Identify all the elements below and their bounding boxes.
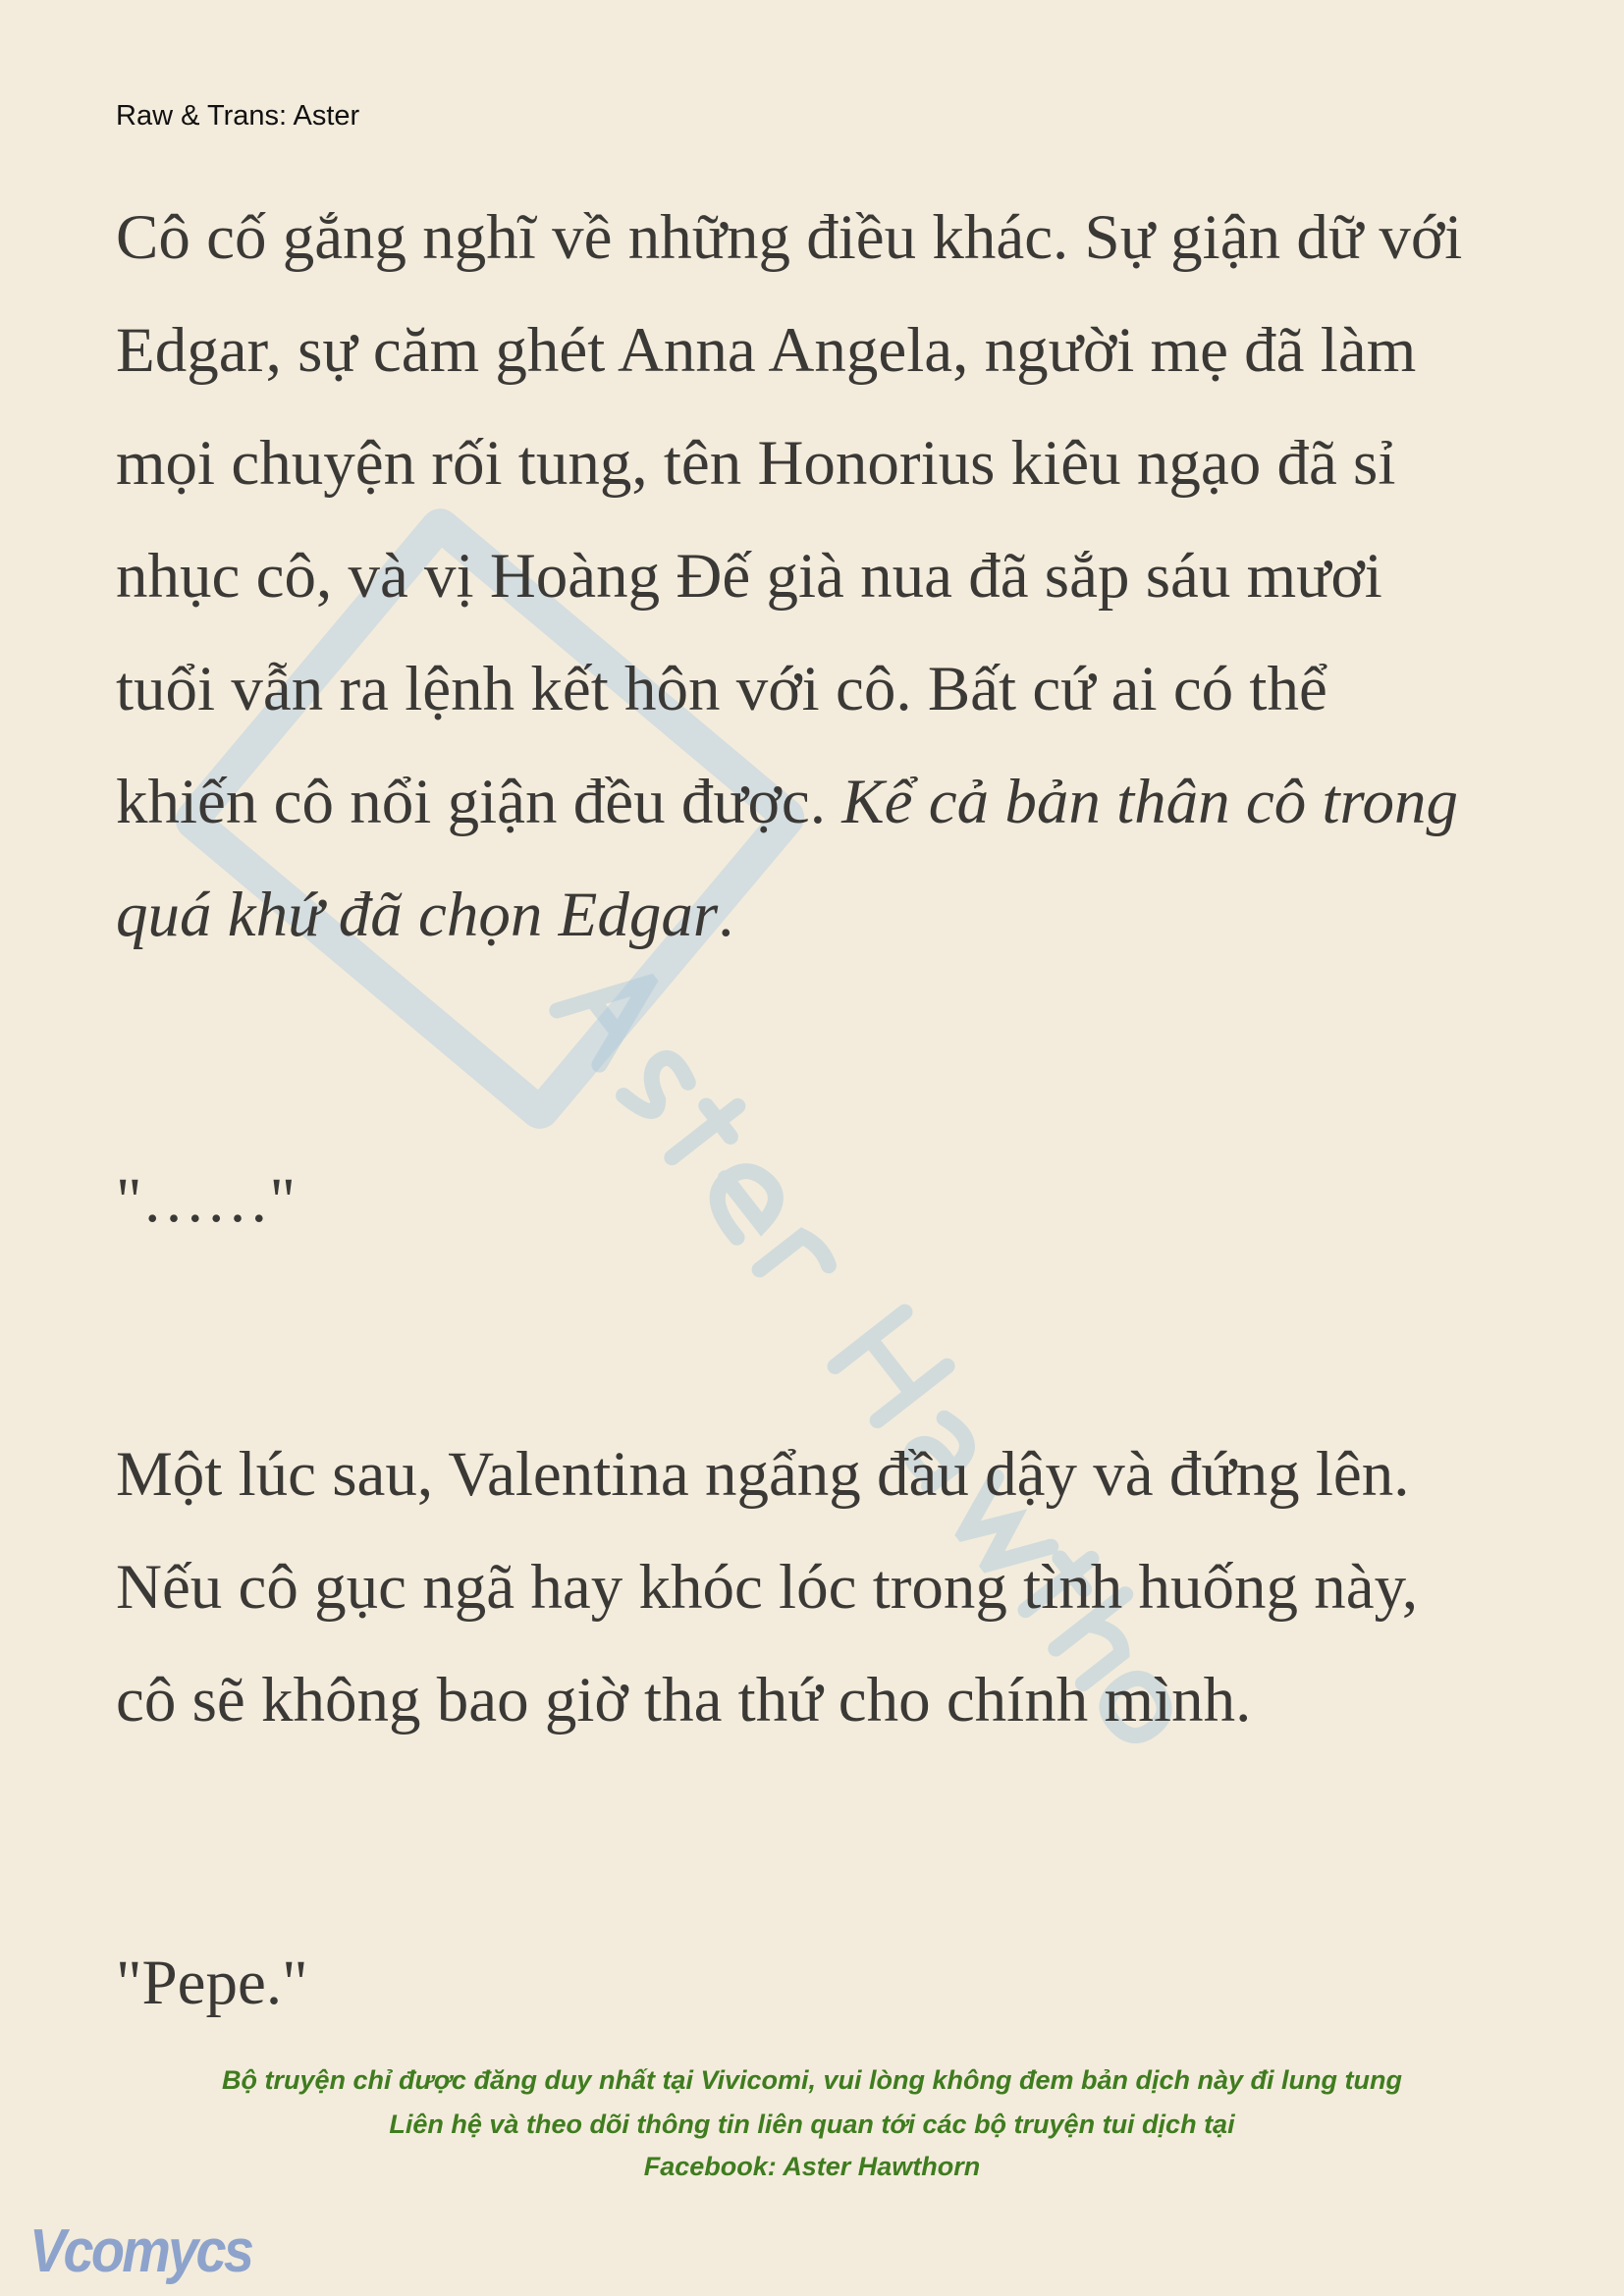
body-line (116, 763, 1458, 841)
body-line: nhục cô, và vị Hoàng Đế già nua đã sắp sáu mươi (116, 541, 1382, 612)
body-line: Edgar, sự căm ghét Anna Angela, người mẹ đã làm (116, 315, 1417, 386)
body-line: Một lúc sau, Valentina ngẩng đầu dậy và đứng lên. (116, 1439, 1410, 1510)
watermark-signature-icon (543, 942, 1220, 1767)
body-line: Cô cố gắng nghĩ về những điều khác. Sự giận dữ với (116, 202, 1463, 273)
footer-contact: Liên hệ và theo dõi thông tin liên quan tới các bộ truyện tui dịch tại (389, 2109, 1235, 2139)
body-line (116, 876, 733, 954)
italic-text: Kể cả bản thân cô trong (841, 767, 1458, 837)
body-line: tuổi vẫn ra lệnh kết hôn với cô. Bất cứ ai có thể (116, 654, 1327, 724)
vcomycs-logo: Vcomycs (29, 2217, 252, 2285)
translator-credit: Raw & Trans: Aster (116, 100, 360, 132)
pepe-dialogue: "Pepe." (116, 1948, 308, 2018)
body-line: mọi chuyện rối tung, tên Honorius kiêu ngạo đã sỉ (116, 428, 1396, 499)
body-text: khiến cô nổi giận đều được. (116, 767, 842, 837)
italic-text: quá khứ đã chọn Edgar (116, 880, 719, 950)
body-text: . (718, 880, 734, 950)
footer-notice: Bộ truyện chỉ được đăng duy nhất tại Vivicomi, vui lòng không đem bản dịch này đi lung tung (222, 2065, 1402, 2095)
body-line: Nếu cô gục ngã hay khóc lóc trong tình huống này, (116, 1552, 1419, 1623)
footer-facebook: Facebook: Aster Hawthorn (643, 2152, 981, 2181)
body-line: cô sẽ không bao giờ tha thứ cho chính mình. (116, 1665, 1252, 1735)
ellipsis-dialogue: "……" (116, 1165, 297, 1236)
